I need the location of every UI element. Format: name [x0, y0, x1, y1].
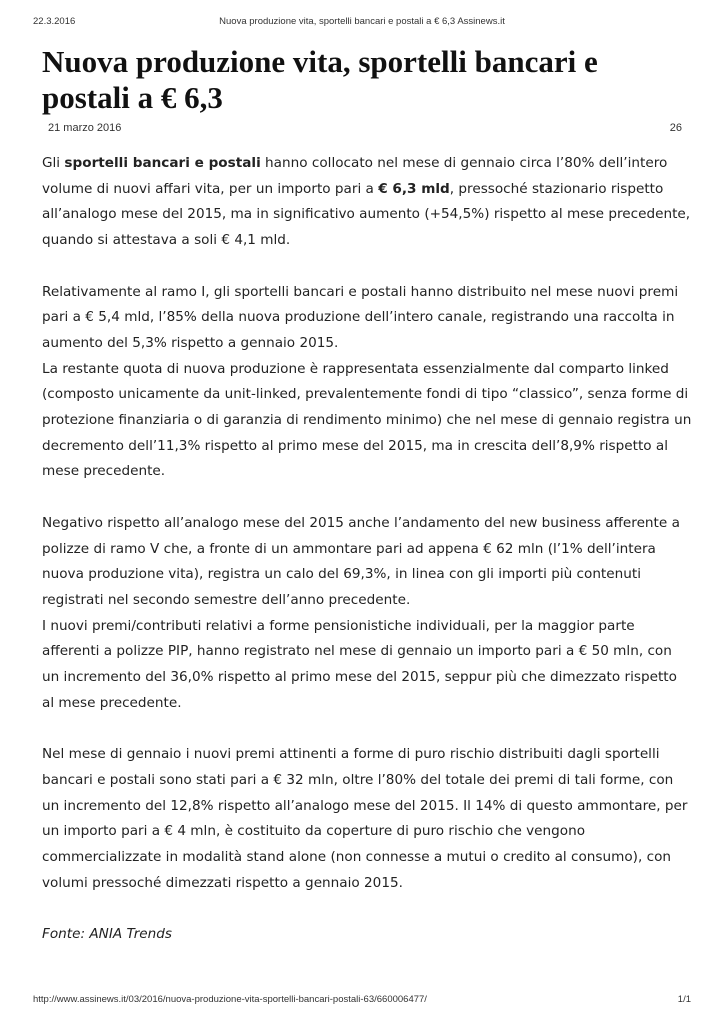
print-page-title: Nuova produzione vita, sportelli bancari e postali a € 6,3 Assinews.it — [219, 16, 505, 27]
p1-text-3: , pressoché stazionario rispetto all’analogo mese del 2015, ma in significativo aumento (+54,5%) rispetto al mese precedente, quando si attestava a soli € 4,1 mld. — [42, 180, 691, 249]
print-date: 22.3.2016 — [33, 16, 76, 27]
paragraph-gap — [42, 716, 692, 742]
paragraph-2: Relativamente al ramo I, gli sportelli bancari e postali hanno distribuito nel mese nuovi premi pari a € 5,4 mld, l’85% della nuova produzione dell’intero canale, registrando una raccolta in aumento del 5,3% rispetto a gennaio 2015. — [42, 283, 679, 351]
paragraph-3: La restante quota di nuova produzione è rappresentata essenzialmente dal comparto linked (composto unicamente da unit-linked, prevalentemente fondi di tipo “classico”, senza forme di protezione finanziaria o di garanzia di rendimento minimo) che nel mese di gennaio registra un decremento dell’11,3% rispetto al primo mese del 2015, ma in crescita dell’8,9% rispetto al mese precedente. — [42, 360, 692, 480]
p1-bold-1: sportelli bancari e postali — [64, 155, 261, 171]
print-page-number: 1/1 — [677, 994, 691, 1005]
paragraph-gap — [42, 896, 692, 922]
p1-text-1: Gli — [42, 155, 65, 171]
paragraph-6: Nel mese di gennaio i nuovi premi attinenti a forme di puro rischio distribuiti dagli sportelli bancari e postali sono stati pari a € 32 mln, oltre l’80% del totale dei premi di tali forme, con un incremento del 12,8% rispetto all’analogo mese del 2015. Il 14% di questo ammontare, per un importo pari a € 4 mln, è costituito da coperture di puro rischio che vengono commercializzate in modalità stand alone (non connesse a mutui o credito al consumo), con volumi pressoché dimezzati rispetto a gennaio 2015. — [42, 746, 688, 891]
print-footer — [33, 994, 691, 1008]
article-meta — [48, 122, 682, 136]
p1-text-2: hanno collocato nel mese di gennaio circa l’80% dell’intero volume di nuovi affari vita, per un importo pari a — [42, 155, 668, 197]
article-source: Fonte: ANIA Trends — [42, 926, 172, 943]
paragraph-1 — [42, 151, 692, 254]
paragraph-5: I nuovi premi/contributi relativi a forme pensionistiche individuali, per la maggior parte afferenti a polizze PIP, hanno registrato nel mese di gennaio un importo pari a € 50 mln, con un incremento del 36,0% rispetto al primo mese del 2015, seppur più che dimezzato rispetto al mese precedente. — [42, 617, 677, 711]
paragraph-gap — [42, 485, 692, 511]
article-date: 21 marzo 2016 — [48, 122, 122, 134]
print-url: http://www.assinews.it/03/2016/nuova-produzione-vita-sportelli-bancari-postali-63/660006477/ — [33, 994, 427, 1005]
article-title: Nuova produzione vita, sportelli bancari e postali a € 6,3 — [42, 44, 598, 115]
article-body — [42, 151, 692, 948]
paragraph-gap — [42, 254, 692, 280]
paragraph-4: Negativo rispetto all’analogo mese del 2015 anche l’andamento del new business afferente a polizze di ramo V che, a fronte di un ammontare pari ad appena € 62 mln (l’1% dell’intera nuova produzione vita), registra un calo del 69,3%, in linea con gli importi più contenuti registrati nel secondo semestre dell’anno precedente. — [42, 514, 680, 608]
article-count: 26 — [669, 122, 682, 134]
p1-bold-2: € 6,3 mld — [378, 180, 450, 197]
print-header — [33, 16, 691, 30]
